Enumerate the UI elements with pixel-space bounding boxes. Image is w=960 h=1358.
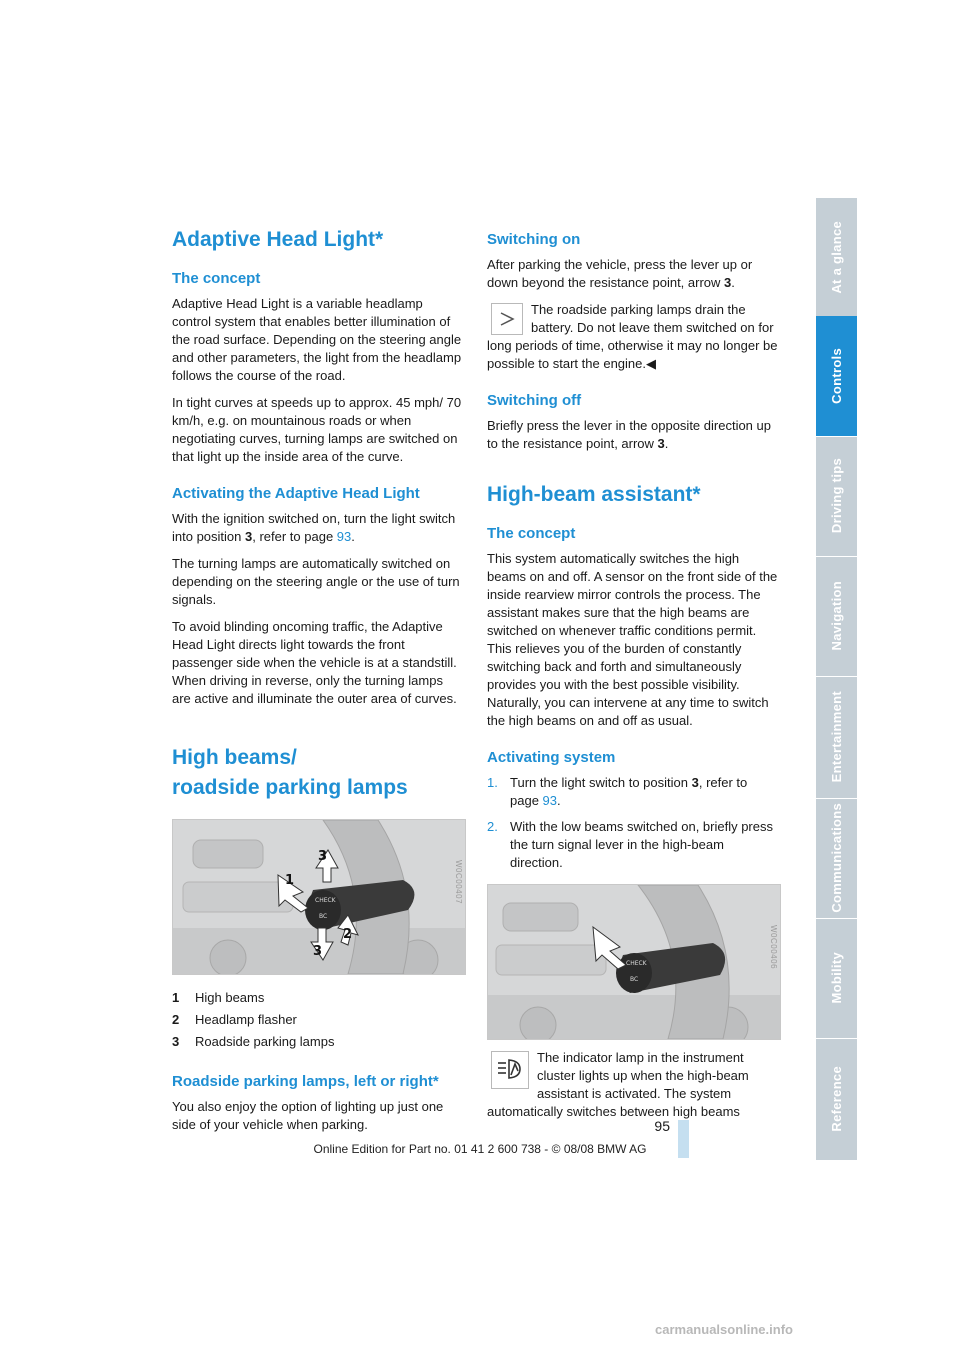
high-beam-assistant-figure bbox=[487, 884, 781, 1040]
tab-communications[interactable]: Communications bbox=[816, 798, 857, 919]
step-item: 2. With the low beams switched on, briefly press the turn signal lever in the high-beam direction. bbox=[487, 819, 773, 870]
tab-mobility[interactable]: Mobility bbox=[816, 918, 857, 1039]
tab-reference[interactable]: Reference bbox=[816, 1038, 857, 1161]
hba-concept-paragraph: This system automatically switches the high beams on and off. A sensor on the front side of the inside rearview mirror controls the process. The assistant makes sure that the high beams are switched on whenever traffic conditions permit. This relieves you of the burden of constantly switching back and forth and simultaneously provides you with the best possible visibility. Naturally, you can intervene at any time to switch the high beams on and off as usual. bbox=[487, 551, 778, 728]
high-beams-title: High beams/ roadside parking lamps bbox=[172, 746, 408, 799]
activating-paragraph-1: With the ignition switched on, turn the light switch into position 3, refer to page 93. bbox=[172, 511, 456, 544]
svg-text:CHECK: CHECK bbox=[315, 897, 336, 904]
figure-code: W0C00406 bbox=[769, 925, 778, 970]
switching-on-heading: Switching on bbox=[487, 231, 581, 248]
watermark: carmanualsonline.info bbox=[655, 1322, 793, 1337]
left-column bbox=[172, 225, 464, 1143]
legend-item: 2 Headlamp flasher bbox=[172, 1012, 297, 1027]
chapter-tabs bbox=[816, 198, 857, 1160]
roadside-parking-paragraph: You also enjoy the option of lighting up just one side of your vehicle when parking. bbox=[172, 1099, 444, 1132]
tab-driving-tips[interactable]: Driving tips bbox=[816, 436, 857, 557]
switching-off-paragraph: Briefly press the lever in the opposite direction up to the resistance point, arrow 3. bbox=[487, 418, 771, 451]
step-item: 1. Turn the light switch to position 3, refer to page 93. bbox=[487, 775, 748, 808]
tab-entertainment[interactable]: Entertainment bbox=[816, 676, 857, 799]
figure-code: W0C00407 bbox=[454, 860, 463, 905]
hba-concept-heading: The concept bbox=[487, 525, 576, 542]
concept-heading: The concept bbox=[172, 270, 261, 287]
right-column bbox=[487, 230, 779, 1130]
switching-off-heading: Switching off bbox=[487, 392, 582, 409]
activating-adaptive-heading: Activating the Adaptive Head Light bbox=[172, 485, 420, 502]
tab-navigation[interactable]: Navigation bbox=[816, 556, 857, 677]
activating-system-heading: Activating system bbox=[487, 749, 616, 766]
svg-text:BC: BC bbox=[319, 913, 328, 920]
concept-paragraph-1: Adaptive Head Light is a variable headlamp control system that enables better illumination of the road surface. Depending on the steering angle and other parameters, the light from the headlamp follows the course of the road. bbox=[172, 296, 462, 383]
activating-paragraph-3: To avoid blinding oncoming traffic, the Adaptive Head Light directs light towards the front passenger side when the vehicle is at a standstill. When driving in reverse, only the turning lamps are active and illuminate the outer area of curves. bbox=[172, 619, 457, 706]
footer-edition: Online Edition for Part no. 01 41 2 600 738 - © 08/08 BMW AG bbox=[313, 1142, 647, 1156]
tab-at-a-glance[interactable]: At a glance bbox=[816, 198, 857, 317]
high-beam-assistant-indicator-icon bbox=[491, 1051, 529, 1089]
steering-column-illustration bbox=[173, 820, 465, 974]
svg-text:3: 3 bbox=[313, 944, 323, 959]
svg-text:2: 2 bbox=[343, 927, 353, 942]
high-beams-lever-figure bbox=[172, 819, 466, 975]
page-number: 95 bbox=[654, 1118, 670, 1134]
legend-item: 1 High beams bbox=[172, 990, 265, 1005]
page-link-93[interactable]: 93 bbox=[542, 793, 558, 808]
tab-controls[interactable]: Controls bbox=[816, 316, 857, 437]
roadside-parking-heading: Roadside parking lamps, left or right* bbox=[172, 1073, 439, 1090]
activation-steps bbox=[487, 774, 779, 872]
note-triangle-icon bbox=[491, 303, 523, 335]
svg-text:CHECK: CHECK bbox=[626, 960, 647, 967]
svg-text:1: 1 bbox=[285, 873, 295, 888]
legend-item: 3 Roadside parking lamps bbox=[172, 1034, 335, 1049]
svg-text:BC: BC bbox=[630, 976, 639, 983]
figure-legend bbox=[172, 987, 464, 1053]
activating-paragraph-2: The turning lamps are automatically switched on depending on the steering angle or the use of turn signals. bbox=[172, 556, 460, 607]
svg-text:3: 3 bbox=[318, 849, 328, 864]
page-link-93[interactable]: 93 bbox=[336, 529, 352, 544]
concept-paragraph-2: In tight curves at speeds up to approx. 45 mph/ 70 km/h, e.g. on mountainous roads or when negotiating curves, turning lamps are switched on that light up the inside area of the curve. bbox=[172, 395, 462, 464]
switching-on-paragraph: After parking the vehicle, press the lever up or down beyond the resistance point, arrow 3. bbox=[487, 257, 753, 290]
adaptive-head-light-title: Adaptive Head Light* bbox=[172, 228, 384, 251]
indicator-note: The indicator lamp in the instrument cluster lights up when the high-beam assistant is activated. The system automatically switches between high beams bbox=[487, 1050, 749, 1119]
battery-note: The roadside parking lamps drain the battery. Do not leave them switched on for long periods of time, otherwise it may no longer be possible to start the engine.◀ bbox=[487, 302, 778, 371]
high-beam-assistant-title: High-beam assistant* bbox=[487, 483, 701, 506]
turn-signal-lever-illustration bbox=[488, 885, 780, 1039]
